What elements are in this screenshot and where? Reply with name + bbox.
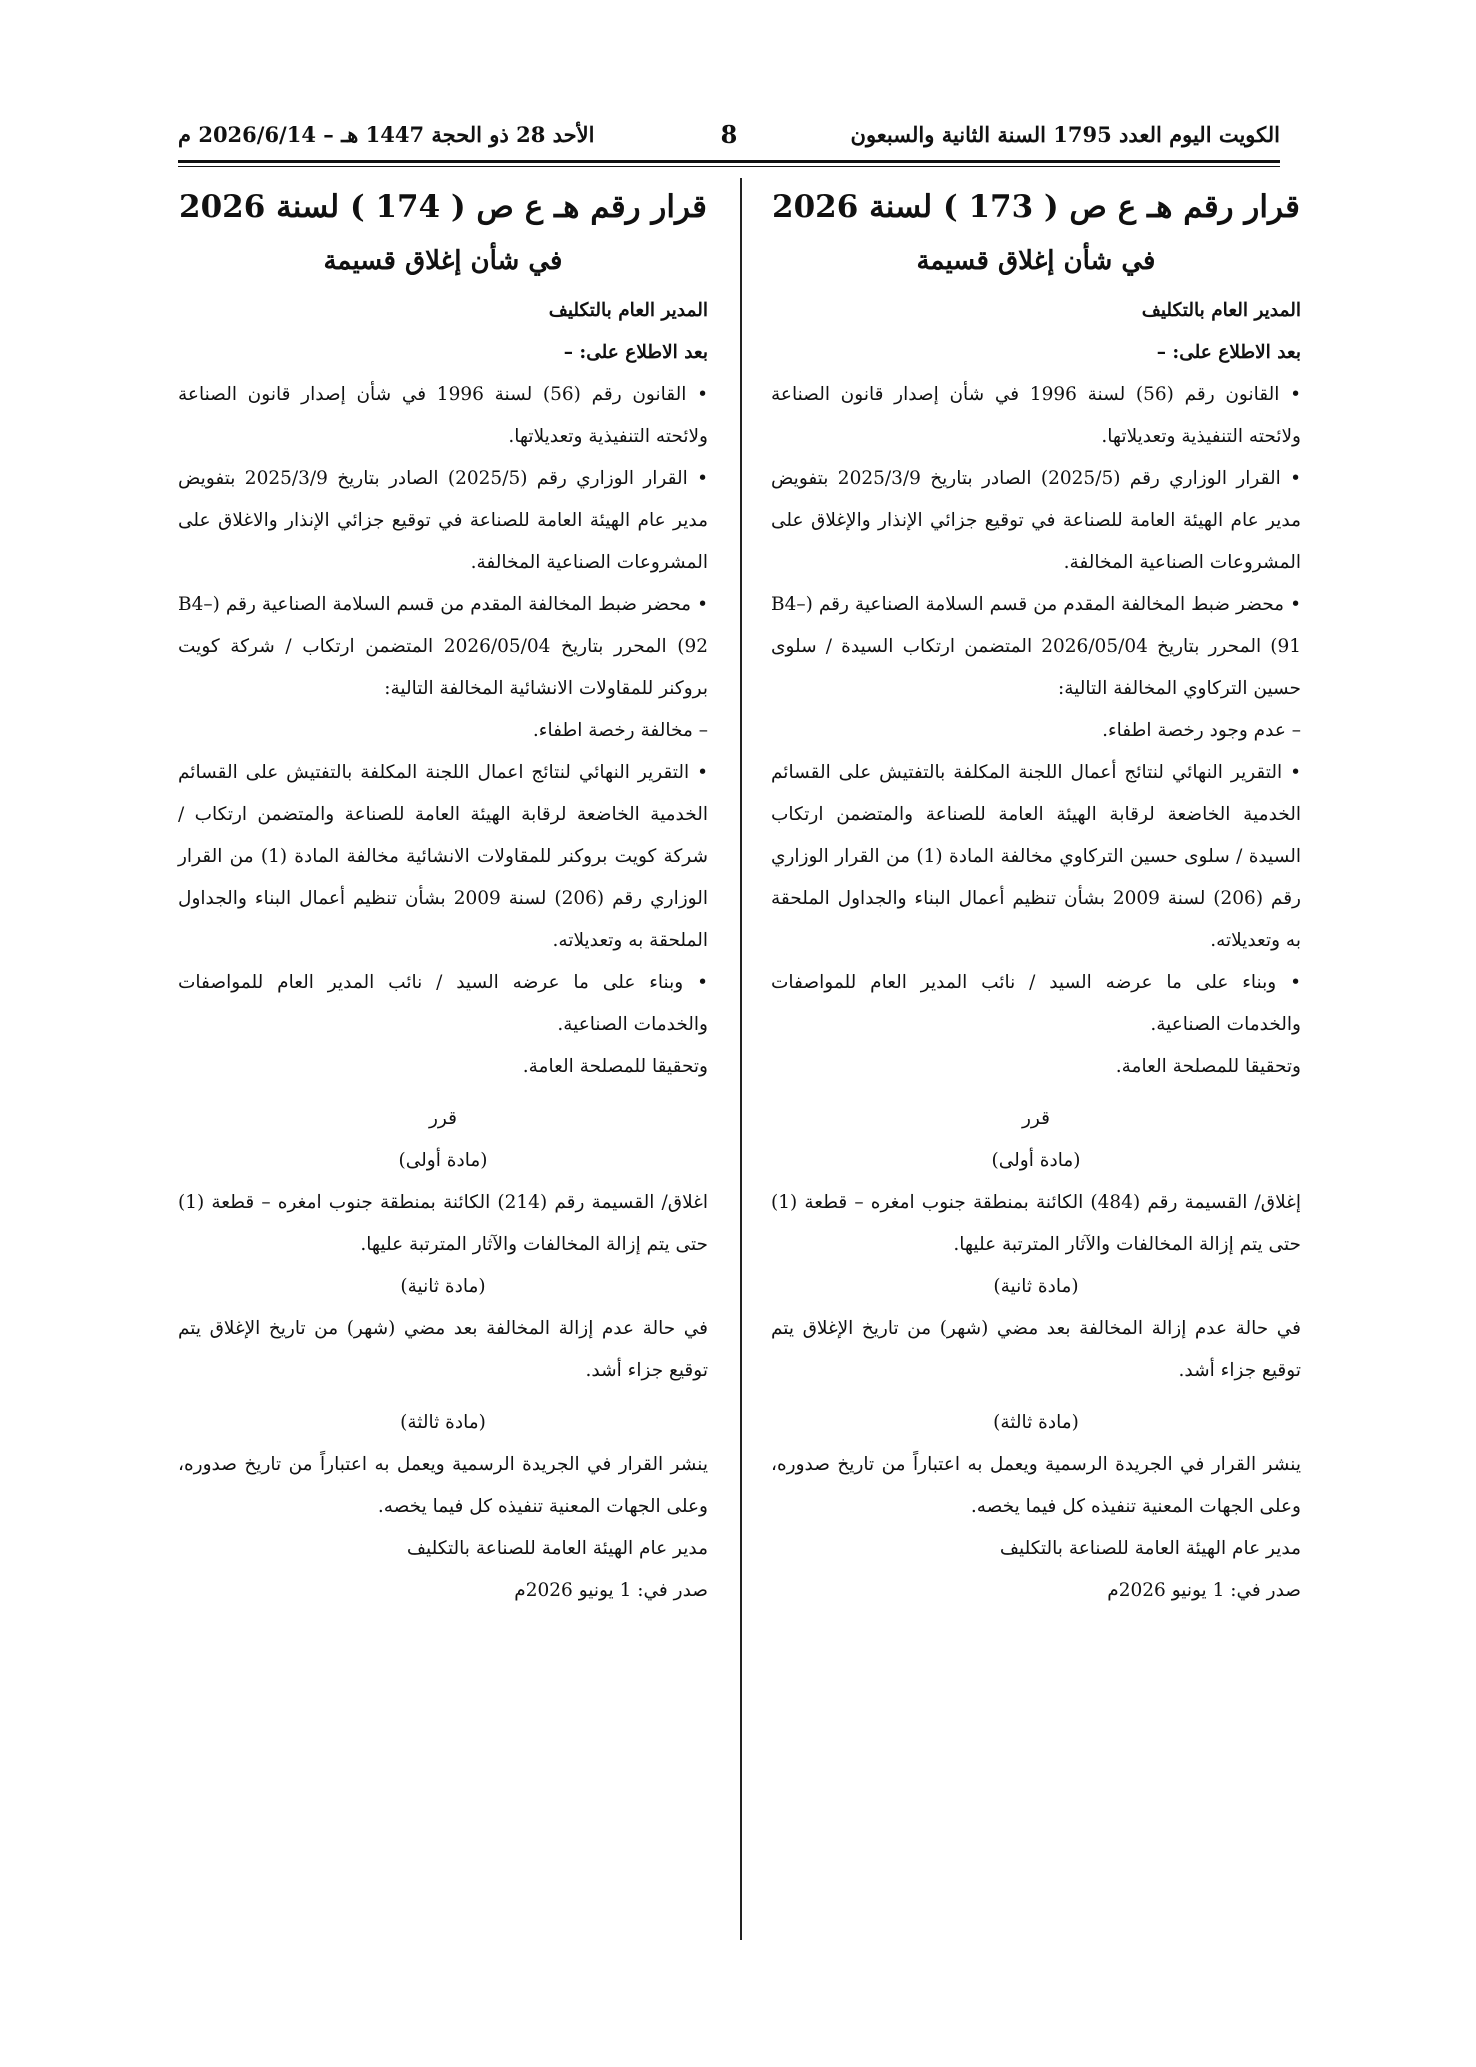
review-item: • وبناء على ما عرضه السيد / نائب المدير العام للمواصفات والخدمات الصناعية. — [771, 962, 1301, 1046]
article-1-text: إغلاق/ القسيمة رقم (484) الكائنة بمنطقة جنوب امغره – قطعة (1) حتى يتم إزالة المخالفات والآثار المترتبة عليها. — [771, 1192, 1301, 1255]
issue-date: صدر في: 1 يونيو 2026م — [1107, 1580, 1301, 1601]
signature-line: مدير عام الهيئة العامة للصناعة بالتكليف — [999, 1538, 1301, 1559]
after-review-label: بعد الاطلاع على: – — [1156, 342, 1301, 363]
decision-title: قرار رقم هـ ع ص ( 174 ) لسنة 2026 — [179, 189, 707, 225]
review-item: • القانون رقم (56) لسنة 1996 في شأن إصدار قانون الصناعة ولائحته التنفيذية وتعديلاتها. — [771, 374, 1301, 458]
page-number: 8 — [720, 120, 738, 149]
signature-line: مدير عام الهيئة العامة للصناعة بالتكليف — [406, 1538, 708, 1559]
header-rule-thick — [178, 160, 1280, 163]
decided-heading: قرر — [1022, 1108, 1050, 1129]
article-3-text: ينشر القرار في الجريدة الرسمية ويعمل به اعتباراً من تاريخ صدوره، وعلى الجهات المعنية تنفيذه كل فيما يخصه. — [178, 1454, 708, 1517]
decision-173-column — [771, 178, 1301, 1612]
violation-item: – عدم وجود رخصة اطفاء. — [1102, 720, 1301, 741]
header-rule-thin — [178, 166, 1280, 167]
article-2-heading: (مادة ثانية) — [993, 1276, 1079, 1297]
article-3-heading: (مادة ثالثة) — [400, 1412, 486, 1433]
article-3-heading: (مادة ثالثة) — [993, 1412, 1079, 1433]
review-item: • التقرير النهائي لنتائج اعمال اللجنة المكلفة بالتفتيش على القسائم الخدمية الخاضعة لرقابة الهيئة العامة للصناعة والمتضمن ارتكاب / شركة كويت بروكنر للمقاولات الانشائية مخالفة المادة (1) من القرار الوزاري رقم (206) لسنة 2009 بشأن تنظيم أعمال البناء والجداول الملحقة به وتعديلاته. — [178, 752, 708, 962]
review-item: • محضر ضبط المخالفة المقدم من قسم السلامة الصناعية رقم (B4–91) المحرر بتاريخ 2026/05/04 المتضمن ارتكاب السيدة / سلوى حسين التركاوي المخالفة التالية: — [771, 584, 1301, 710]
issuer-role: المدير العام بالتكليف — [1141, 300, 1301, 321]
review-item: • وبناء على ما عرضه السيد / نائب المدير العام للمواصفات والخدمات الصناعية. — [178, 962, 708, 1046]
page-header — [178, 122, 1280, 156]
article-2-text: في حالة عدم إزالة المخالفة بعد مضي (شهر) من تاريخ الإغلاق يتم توقيع جزاء أشد. — [178, 1318, 708, 1381]
after-review-label: بعد الاطلاع على: – — [563, 342, 708, 363]
review-item: • القرار الوزاري رقم (2025/5) الصادر بتاريخ 2025/3/9 بتفويض مدير عام الهيئة العامة للصناعة في توقيع جزائي الإنذار والاغلاق على المشروعات الصناعية المخالفة. — [178, 458, 708, 584]
violation-item: – مخالفة رخصة اطفاء. — [532, 720, 708, 741]
review-item: • القرار الوزاري رقم (2025/5) الصادر بتاريخ 2025/3/9 بتفويض مدير عام الهيئة العامة للصناعة في توقيع جزائي الإنذار والإغلاق على المشروعات الصناعية المخالفة. — [771, 458, 1301, 584]
article-1-text: اغلاق/ القسيمة رقم (214) الكائنة بمنطقة جنوب امغره – قطعة (1) حتى يتم إزالة المخالفات والآثار المترتبة عليها. — [178, 1192, 708, 1255]
public-interest: وتحقيقا للمصلحة العامة. — [1115, 1056, 1301, 1077]
decision-title: قرار رقم هـ ع ص ( 173 ) لسنة 2026 — [772, 189, 1300, 225]
review-item: • محضر ضبط المخالفة المقدم من قسم السلامة الصناعية رقم (B4–92) المحرر بتاريخ 2026/05/04 المتضمن ارتكاب / شركة كويت بروكنر للمقاولات الانشائية المخالفة التالية: — [178, 584, 708, 710]
article-2-text: في حالة عدم إزالة المخالفة بعد مضي (شهر) من تاريخ الإغلاق يتم توقيع جزاء أشد. — [771, 1318, 1301, 1381]
decision-174-column — [178, 178, 708, 1612]
article-1-heading: (مادة أولى) — [991, 1150, 1081, 1171]
decision-subtitle: في شأن إغلاق قسيمة — [323, 246, 563, 276]
issue-date: صدر في: 1 يونيو 2026م — [514, 1580, 708, 1601]
public-interest: وتحقيقا للمصلحة العامة. — [522, 1056, 708, 1077]
header-issue-info: الكويت اليوم العدد 1795 السنة الثانية والسبعون — [850, 122, 1280, 147]
decided-heading: قرر — [429, 1108, 457, 1129]
decision-subtitle: في شأن إغلاق قسيمة — [916, 246, 1156, 276]
header-date: الأحد 28 ذو الحجة 1447 هـ – 2026/6/14 م — [178, 122, 595, 147]
article-2-heading: (مادة ثانية) — [400, 1276, 486, 1297]
article-3-text: ينشر القرار في الجريدة الرسمية ويعمل به اعتباراً من تاريخ صدوره، وعلى الجهات المعنية تنفيذه كل فيما يخصه. — [771, 1454, 1301, 1517]
column-divider — [740, 178, 742, 1940]
review-item: • التقرير النهائي لنتائج أعمال اللجنة المكلفة بالتفتيش على القسائم الخدمية الخاضعة لرقابة الهيئة العامة للصناعة والمتضمن ارتكاب السيدة / سلوى حسين التركاوي مخالفة المادة (1) من القرار الوزاري رقم (206) لسنة 2009 بشأن تنظيم أعمال البناء والجداول الملحقة به وتعديلاته. — [771, 752, 1301, 962]
review-item: • القانون رقم (56) لسنة 1996 في شأن إصدار قانون الصناعة ولائحته التنفيذية وتعديلاتها. — [178, 374, 708, 458]
issuer-role: المدير العام بالتكليف — [548, 300, 708, 321]
article-1-heading: (مادة أولى) — [398, 1150, 488, 1171]
